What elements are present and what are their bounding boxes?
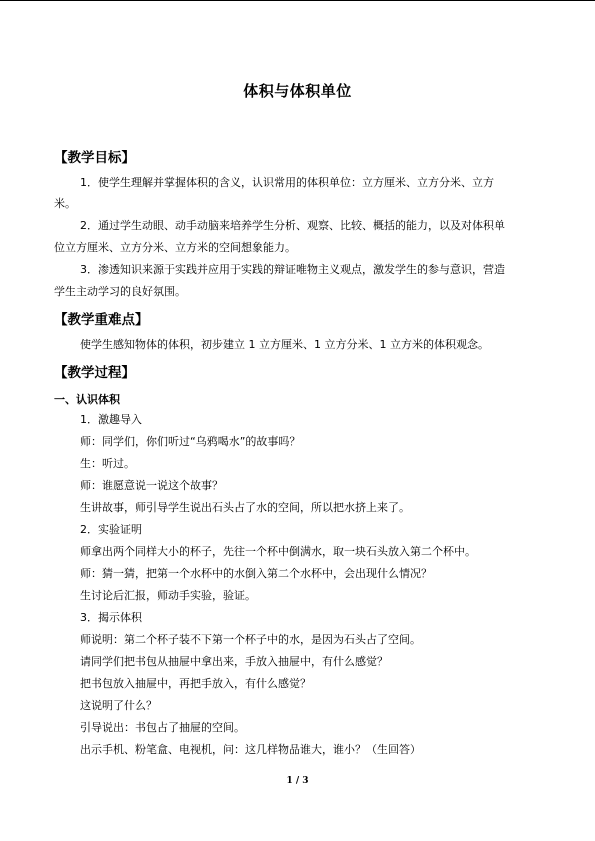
process-line: 师：同学们，你们听过“乌鸦喝水”的故事吗？ xyxy=(80,435,301,448)
process-line: 师：猜一猜，把第一个水杯中的水倒入第二个水杯中，会出现什么情况？ xyxy=(80,567,432,580)
section-heading-goals: 【教学目标】 xyxy=(54,150,135,166)
process-line: 请同学们把书包从抽屉中拿出来，手放入抽屉中，有什么感觉？ xyxy=(80,655,388,668)
process-line: 出示手机、粉笔盒、电视机，问：这几样物品谁大，谁小？（生回答） xyxy=(80,743,421,756)
process-line: 师拿出两个同样大小的杯子，先往一个杯中倒满水，取一块石头放入第二个杯中。 xyxy=(80,545,476,558)
key-points-text: 使学生感知物体的体积，初步建立 1 立方厘米、1 立方分米、1 立方米的体积观念。 xyxy=(80,338,489,351)
process-line: 把书包放入抽屉中，再把手放入，有什么感觉？ xyxy=(80,677,311,690)
section-heading-process: 【教学过程】 xyxy=(54,365,135,381)
goal-line-4: 位立方厘米、立方分米、立方米的空间想象能力。 xyxy=(54,241,296,254)
process-line: 1．激趣导入 xyxy=(80,413,142,426)
page-number: 1 / 3 xyxy=(286,776,309,786)
goal-line-5: 3．渗透知识来源于实践并应用于实践的辩证唯物主义观点，激发学生的参与意识，营造 xyxy=(80,263,505,276)
process-line: 生讨论后汇报，师动手实验，验证。 xyxy=(80,589,256,602)
process-line: 引导说出：书包占了抽屉的空间。 xyxy=(80,721,245,734)
process-line: 师：谁愿意说一说这个故事？ xyxy=(80,479,223,492)
process-line: 2．实验证明 xyxy=(80,523,142,536)
page-title: 体积与体积单位 xyxy=(243,82,352,100)
goal-line-1: 1．使学生理解并掌握体积的含义，认识常用的体积单位：立方厘米、立方分米、立方 xyxy=(80,176,494,189)
section-heading-key-points: 【教学重难点】 xyxy=(54,312,149,328)
process-line: 3．揭示体积 xyxy=(80,611,142,624)
process-line: 师说明：第二个杯子装不下第一个杯子中的水，是因为石头占了空间。 xyxy=(80,633,421,646)
process-line: 这说明了什么？ xyxy=(80,699,157,712)
goal-line-6: 学生主动学习的良好氛围。 xyxy=(54,285,186,298)
goal-line-3: 2．通过学生动眼、动手动脑来培养学生分析、观察、比较、概括的能力，以及对体积单 xyxy=(80,219,505,232)
process-line: 生：听过。 xyxy=(80,457,135,470)
process-part1-heading: 一、认识体积 xyxy=(54,393,120,406)
goal-line-2: 米。 xyxy=(54,197,76,210)
process-line: 生讲故事，师引导学生说出石头占了水的空间，所以把水挤上来了。 xyxy=(80,501,410,514)
